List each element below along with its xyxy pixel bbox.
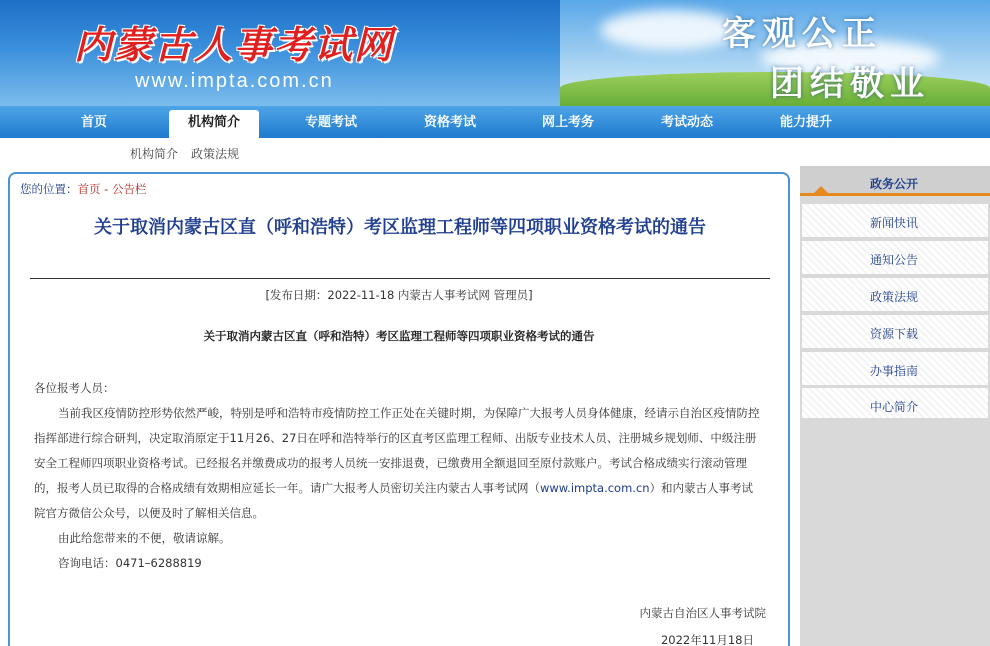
salutation: 各位报考人员： (34, 381, 115, 395)
site-url: www.impta.com.cn (135, 70, 334, 92)
paragraph-text: ）和内蒙古人事考试院官方微信公众号，以便及时了解相关信息。 (34, 481, 754, 520)
sidebar-item-center-intro[interactable] (802, 388, 988, 418)
main-nav (0, 106, 990, 138)
breadcrumb-separator: - (100, 182, 112, 196)
signature-org: 内蒙古自治区人事考试院 (639, 606, 766, 620)
subnav-item-about[interactable]: 机构简介 (130, 147, 179, 161)
article-subtitle: 关于取消内蒙古区直（呼和浩特）考区监理工程师等四项职业资格考试的通告 (203, 329, 595, 343)
breadcrumb-label: 您的位置： (20, 182, 78, 196)
sidebar-item-label: 新闻快讯 (870, 216, 919, 230)
breadcrumb (20, 181, 146, 197)
signature-block (640, 600, 767, 646)
nav-item-exam-news[interactable]: 考试动态 (660, 115, 713, 130)
nav-item-online-affairs[interactable]: 网上考务 (541, 115, 594, 130)
site-banner (0, 0, 990, 106)
sidebar-item-news[interactable] (802, 204, 988, 237)
body-paragraph (34, 401, 764, 526)
slogan-line-1: 客观公正 (722, 14, 882, 54)
sidebar-item-guide[interactable] (802, 352, 988, 385)
sidebar (800, 166, 990, 646)
sidebar-item-downloads[interactable] (802, 315, 988, 348)
nav-item-skill-improve[interactable]: 能力提升 (779, 115, 832, 130)
sidebar-item-label: 通知公告 (870, 253, 919, 267)
sidebar-header-tab[interactable]: 政务公开 (870, 177, 919, 191)
contact-line (34, 551, 764, 576)
sidebar-item-notices[interactable] (802, 241, 988, 274)
sidebar-item-label: 资源下载 (870, 327, 919, 341)
sidebar-item-label: 办事指南 (870, 364, 919, 378)
website-link[interactable]: www.impta.com.cn (540, 481, 650, 495)
sidebar-item-policy[interactable] (802, 278, 988, 311)
nav-item-about[interactable]: 机构简介 (169, 110, 259, 138)
sidebar-item-label: 政策法规 (870, 290, 919, 304)
banner-cloud (600, 10, 740, 50)
sub-nav (0, 138, 990, 166)
breadcrumb-current[interactable]: 公告栏 (111, 182, 147, 196)
article-body (34, 376, 764, 576)
nav-item-qualification-exams[interactable]: 资格考试 (423, 115, 476, 130)
slogan-line-2: 团结敬业 (770, 64, 930, 104)
contact-phone: 0471–6288819 (115, 556, 202, 570)
site-title: 内蒙古人事考试网 (74, 22, 395, 67)
title-divider (30, 278, 770, 279)
breadcrumb-home-link[interactable]: 首页 (77, 182, 101, 196)
triangle-icon (814, 186, 828, 193)
body-paragraph: 由此给您带来的不便，敬请谅解。 (58, 531, 231, 545)
sidebar-header (800, 166, 990, 196)
article-title: 关于取消内蒙古区直（呼和浩特）考区监理工程师等四项职业资格考试的通告 (94, 217, 706, 238)
signature-date: 2022年11月18日 (660, 633, 754, 646)
sidebar-item-label: 中心简介 (870, 400, 919, 414)
article-panel (8, 172, 790, 646)
paragraph-text: 当前我区疫情防控形势依然严峻，特别是呼和浩特市疫情防控工作正处在关键时期，为保障广大报考人员身体健康，经请示自治区疫情防控指挥部进行综合研判，决定取消原定于11月26、27日在呼和浩特举行的区直考区监理工程师、出版专业技术人员、注册城乡规划师、中级注册安全工程师四项职业资格考试。已经报名并缴费成功的报考人员统一安排退费，已缴费用全额退回至原付款账户。考试合格成绩实行滚动管理的，报考人员已取得的合格成绩有效期相应延长一年。请广大报考人员密切关注内蒙古人事考试网（ (34, 406, 760, 495)
nav-item-special-exams[interactable]: 专题考试 (304, 115, 357, 130)
nav-item-home[interactable]: 首页 (80, 115, 107, 130)
article-meta: [发布日期：2022-11-18 内蒙古人事考试网 管理员] (265, 288, 533, 302)
subnav-item-policy[interactable]: 政策法规 (191, 147, 240, 161)
contact-label: 咨询电话： (58, 556, 116, 570)
